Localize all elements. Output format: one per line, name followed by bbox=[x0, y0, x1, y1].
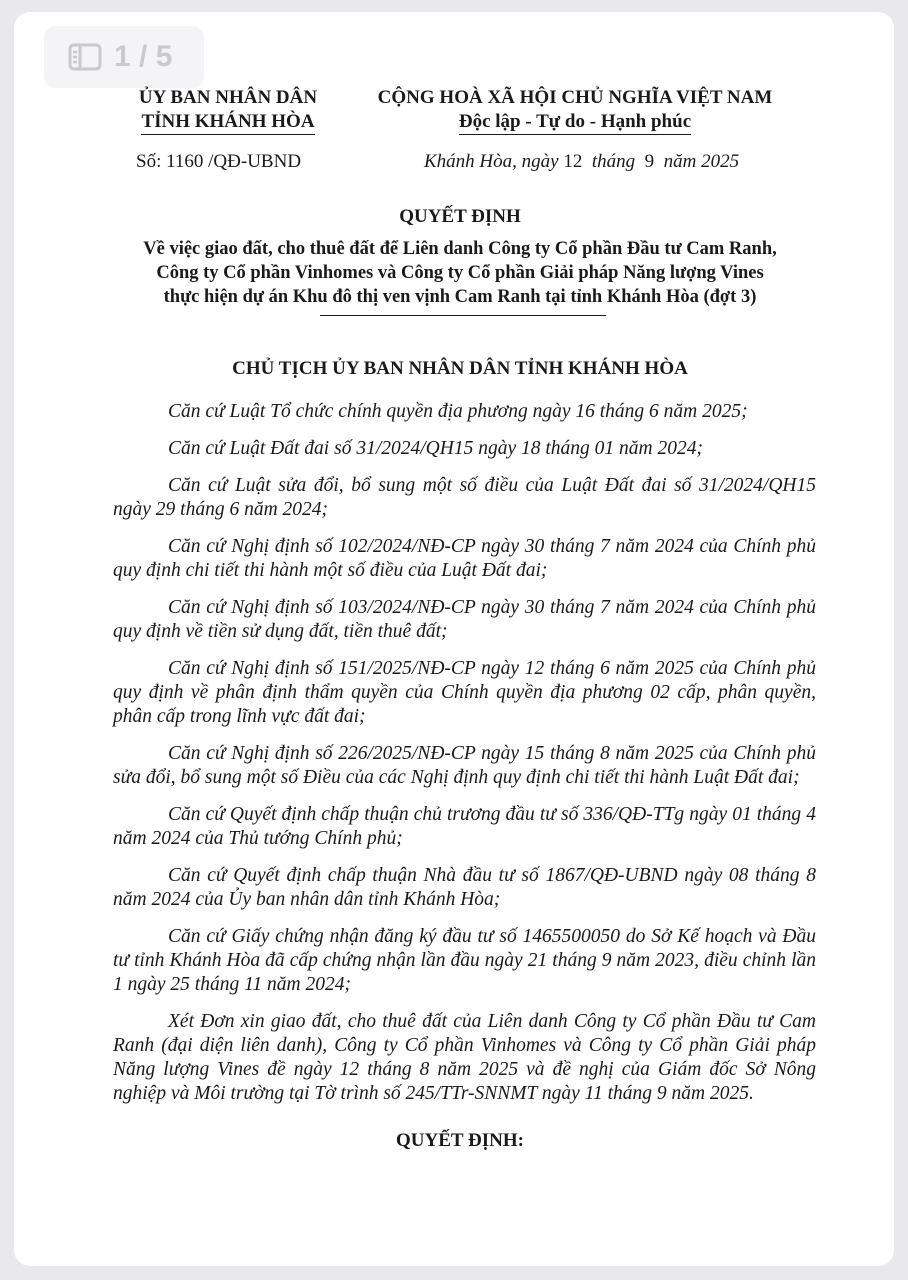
document-number bbox=[136, 151, 301, 173]
legal-basis-paragraph: Căn cứ Nghị định số 151/2025/NĐ-CP ngày 12 tháng 6 năm 2025 của Chính phủ quy định về phân định thẩm quyền của Chính quyền địa phương 02 cấp, phân quyền, phân cấp trong lĩnh vực đất đai; bbox=[113, 658, 816, 727]
legal-basis-paragraph: Căn cứ Nghị định số 102/2024/NĐ-CP ngày 30 tháng 7 năm 2024 của Chính phủ quy định chi tiết thi hành một số điều của Luật Đất đai; bbox=[113, 536, 816, 581]
sidebar-icon[interactable] bbox=[68, 43, 102, 71]
date-month-label: tháng bbox=[591, 151, 636, 172]
consideration-paragraph: Xét Đơn xin giao đất, cho thuê đất của Liên danh Công ty Cổ phần Đầu tư Cam Ranh (đại diện liên danh), Công ty Cổ phần Vinhomes và Công ty Cổ phần Giải pháp Năng lượng Vines đề ngày 12 tháng 8 năm 2025 và đề nghị của Giám đốc Sở Nông nghiệp và Môi trường tại Tờ trình số 245/TTr-SNNMT ngày 11 tháng 9 năm 2025. bbox=[113, 1011, 816, 1104]
authority-line-1: ỦY BAN NHÂN DÂN bbox=[138, 87, 318, 108]
doc-number-value: 1160 bbox=[166, 151, 204, 172]
document-title: QUYẾT ĐỊNH bbox=[399, 206, 521, 227]
legal-basis-paragraph: Căn cứ Luật Đất đai số 31/2024/QH15 ngày 18 tháng 01 năm 2024; bbox=[168, 438, 703, 459]
issuing-authority bbox=[118, 86, 338, 135]
legal-bases bbox=[113, 400, 816, 1119]
legal-basis-paragraph: Căn cứ Quyết định chấp thuận chủ trương đầu tư số 336/QĐ-TTg ngày 01 tháng 4 năm 2024 của Thủ tướng Chính phủ; bbox=[113, 804, 816, 849]
subject-line: Công ty Cổ phần Vinhomes và Công ty Cổ phần Giải pháp Năng lượng Vines bbox=[156, 263, 764, 283]
authority-heading: CHỦ TỊCH ỦY BAN NHÂN DÂN TỈNH KHÁNH HÒA bbox=[232, 358, 688, 379]
doc-number-prefix: Số: bbox=[136, 151, 162, 172]
legal-basis-paragraph: Căn cứ Luật sửa đổi, bổ sung một số điều của Luật Đất đai số 31/2024/QH15 ngày 29 tháng 6 năm 2024; bbox=[113, 475, 816, 520]
country-name: CỘNG HOÀ XÃ HỘI CHỦ NGHĨA VIỆT NAM bbox=[377, 87, 773, 108]
legal-basis-paragraph: Căn cứ Nghị định số 103/2024/NĐ-CP ngày 30 tháng 7 năm 2024 của Chính phủ quy định về tiền sử dụng đất, tiền thuê đất; bbox=[113, 597, 816, 642]
date-place: Khánh Hòa, ngày bbox=[424, 151, 559, 172]
doc-number-suffix: /QĐ-UBND bbox=[208, 151, 302, 172]
date-month: 9 bbox=[644, 151, 655, 172]
subject-line: Về việc giao đất, cho thuê đất để Liên danh Công ty Cổ phần Đầu tư Cam Ranh, bbox=[143, 239, 777, 259]
divider bbox=[320, 315, 606, 316]
legal-basis-paragraph: Căn cứ Luật Tổ chức chính quyền địa phương ngày 16 tháng 6 năm 2025; bbox=[168, 401, 748, 422]
document-subject bbox=[100, 237, 820, 309]
motto: Độc lập - Tự do - Hạnh phúc bbox=[459, 110, 691, 135]
legal-basis-paragraph: Căn cứ Nghị định số 226/2025/NĐ-CP ngày 15 tháng 8 năm 2025 của Chính phủ sửa đổi, bổ sung một số Điều của các Nghị định quy định chi tiết thi hành Luật Đất đai; bbox=[113, 743, 816, 788]
date-year: năm 2025 bbox=[663, 151, 740, 172]
legal-basis-paragraph: Căn cứ Giấy chứng nhận đăng ký đầu tư số 1465500050 do Sở Kế hoạch và Đầu tư tỉnh Khánh Hòa đã cấp chứng nhận lần đầu ngày 21 tháng 9 năm 2023, điều chỉnh lần 1 ngày 25 tháng 11 năm 2024; bbox=[113, 926, 816, 995]
date-day: 12 bbox=[563, 151, 583, 172]
decision-heading: QUYẾT ĐỊNH: bbox=[396, 1130, 524, 1151]
page-counter: 1 / 5 bbox=[114, 40, 173, 73]
national-motto bbox=[350, 86, 800, 135]
issue-date bbox=[424, 151, 739, 173]
legal-basis-paragraph: Căn cứ Quyết định chấp thuận Nhà đầu tư số 1867/QĐ-UBND ngày 08 tháng 8 năm 2024 của Ủy ban nhân dân tỉnh Khánh Hòa; bbox=[113, 865, 816, 910]
page-indicator[interactable] bbox=[44, 26, 204, 88]
authority-line-2: TỈNH KHÁNH HÒA bbox=[141, 110, 314, 135]
subject-line: thực hiện dự án Khu đô thị ven vịnh Cam Ranh tại tỉnh Khánh Hòa (đợt 3) bbox=[163, 287, 757, 307]
